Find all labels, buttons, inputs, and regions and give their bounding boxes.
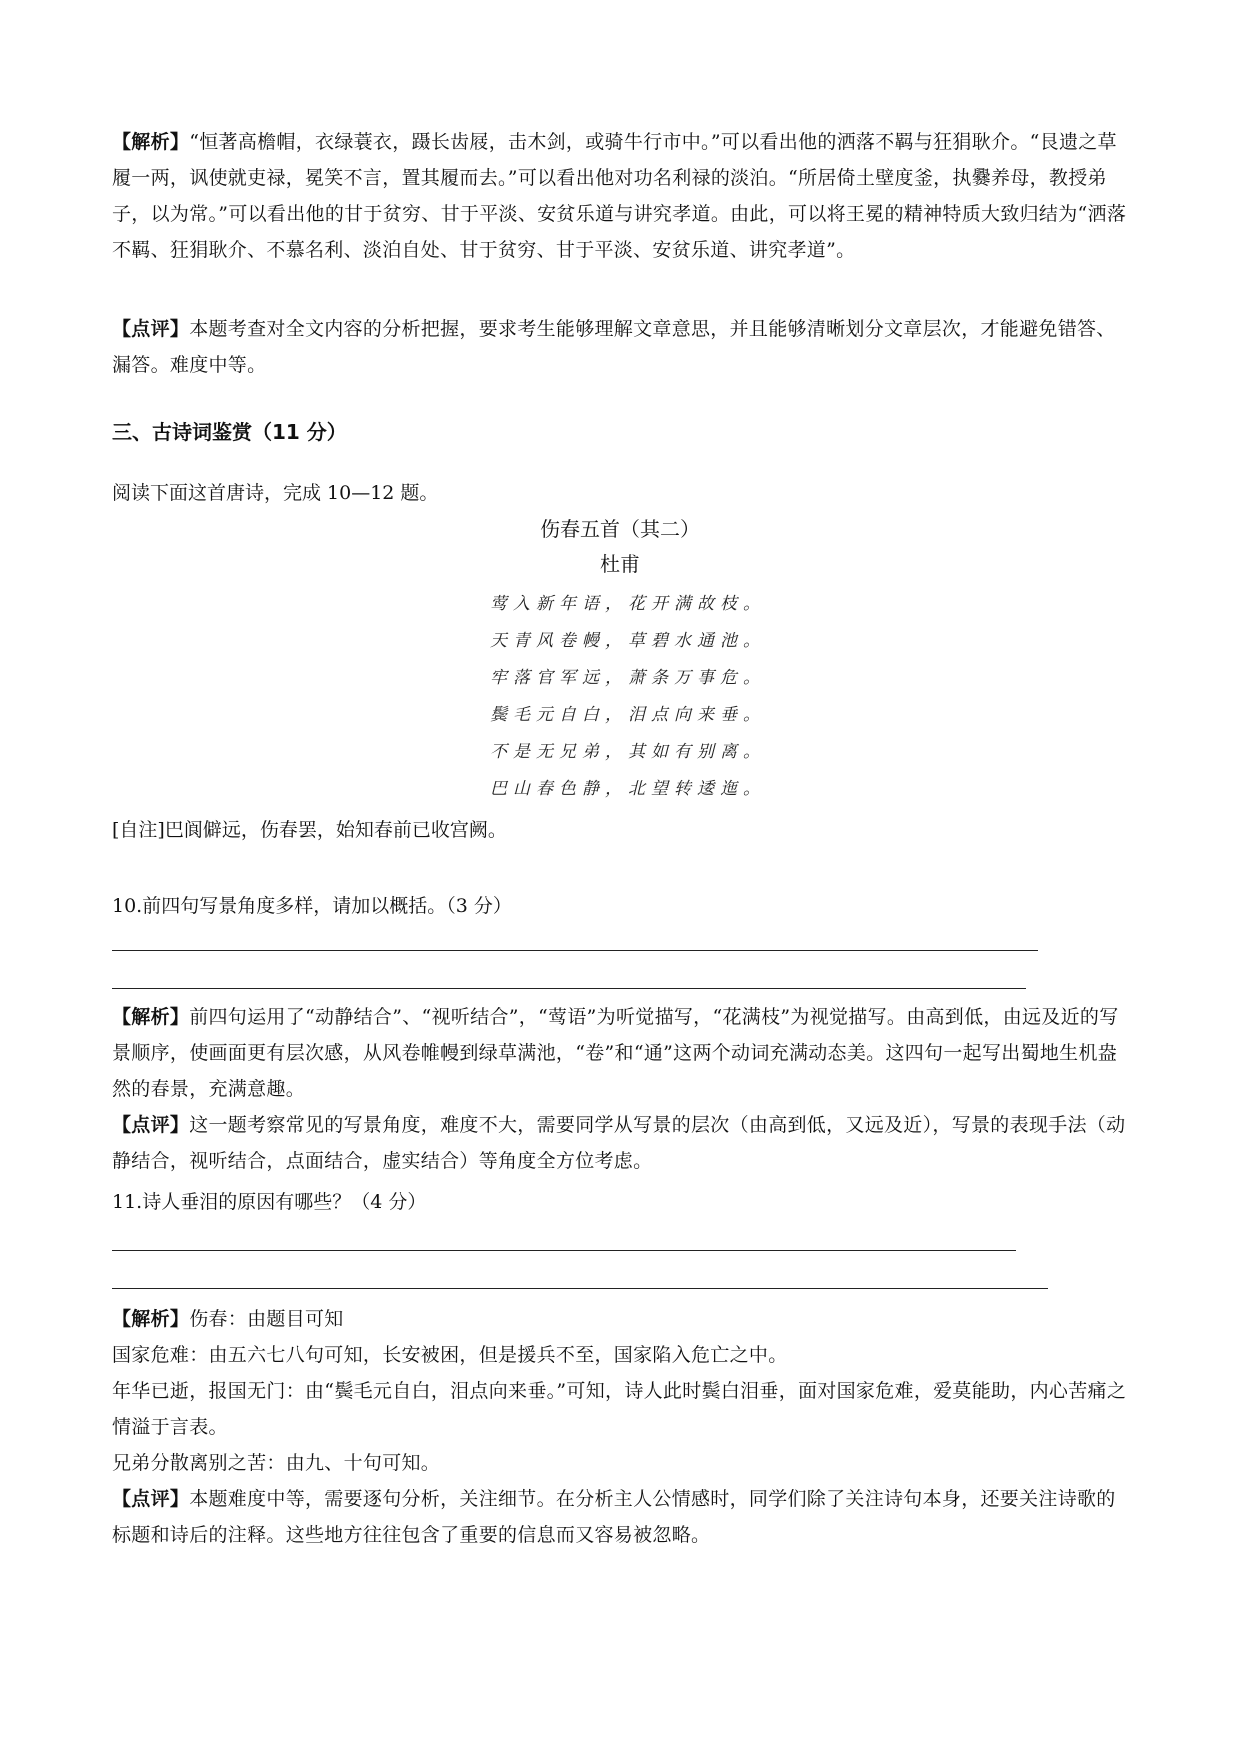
analysis-text: 前四句运用了“动静结合”、“视听结合”，“莺语”为听觉描写，“花满枝”为视觉描写。由高到低，由远及近的写景顺序，使画面更有层次感，从风卷帷幔到绿草满池，“卷”和“通”这两个动词充满动态美。这四句一起写出蜀地生机盎然的春景，充满意趣。: [112, 1006, 1119, 1100]
poem-author-note: [自注]巴阆僻远，伤春罢，始知春前已收宫阙。: [112, 819, 507, 841]
comment-text: 这一题考察常见的写景角度，难度不大，需要同学从写景的层次（由高到低，又远及近），写景的表现手法（动静结合，视听结合，点面结合，虚实结合）等角度全方位考虑。: [112, 1114, 1126, 1172]
answer-line[interactable]: [112, 988, 1026, 989]
q11-analysis-line: 兄弟分散离别之苦：由九、十句可知。: [112, 1452, 441, 1474]
poem-line: 莺入新年语，花开满故枝。: [490, 594, 766, 614]
question-11: 11.诗人垂泪的原因有哪些？（4 分）: [112, 1191, 427, 1213]
q11-analysis-line: 年华已逝，报国无门：由“鬓毛元自白，泪点向来垂。”可知，诗人此时鬓白泪垂，面对国家危难，爱莫能助，内心苦痛之情溢于言表。: [112, 1380, 1127, 1438]
answer-line[interactable]: [112, 1288, 1048, 1289]
analysis-tag: 【解析】: [112, 1308, 190, 1330]
analysis-tag: 【解析】: [112, 1006, 190, 1028]
comment-tag: 【点评】: [112, 1114, 190, 1136]
question-10: 10.前四句写景角度多样，请加以概括。（3 分）: [112, 895, 512, 917]
poem-line: 不是无兄弟，其如有别离。: [490, 742, 766, 762]
section-heading: 三、古诗词鉴赏（11 分）: [112, 420, 347, 444]
reading-instruction: 阅读下面这首唐诗，完成 10—12 题。: [112, 482, 439, 504]
answer-line[interactable]: [112, 950, 1038, 951]
q10-analysis: [112, 999, 1132, 1107]
q11-analysis-line: 国家危难：由五六七八句可知，长安被困，但是援兵不至，国家陷入危亡之中。: [112, 1344, 788, 1366]
poem-line: 天青风卷幔，草碧水通池。: [490, 631, 766, 651]
answer-line[interactable]: [112, 1250, 1016, 1251]
poem-line: 鬓毛元自白，泪点向来垂。: [490, 705, 766, 725]
analysis-tag: 【解析】: [112, 131, 190, 153]
q11-comment: [112, 1481, 1132, 1553]
comment-paragraph-1: [112, 311, 1132, 383]
poem-line: 牢落官军远，萧条万事危。: [490, 668, 766, 688]
analysis-text: “恒著高檐帽，衣绿蓑衣，蹑长齿屐，击木剑，或骑牛行市中。”可以看出他的洒落不羁与狂狷耿介。“艮遗之草履一两，讽使就吏禄，冕笑不言，置其履而去。”可以看出他对功名利禄的淡泊。“所居倚土壁度釜，执爨养母，教授弟子，以为常。”可以看出他的甘于贫穷、甘于平淡、安贫乐道与讲究孝道。由此，可以将王冕的精神特质大致归结为“洒落不羁、狂狷耿介、不慕名利、淡泊自处、甘于贫穷、甘于平淡、安贫乐道、讲究孝道”。: [112, 131, 1127, 261]
poem-title: 伤春五首（其二）: [540, 517, 700, 541]
analysis-text: 伤春：由题目可知: [189, 1308, 344, 1330]
comment-tag: 【点评】: [112, 318, 190, 340]
q11-analysis-line: [112, 1301, 1132, 1337]
comment-text: 本题难度中等，需要逐句分析，关注细节。在分析主人公情感时，同学们除了关注诗句本身，还要关注诗歌的标题和诗后的注释。这些地方往往包含了重要的信息而又容易被忽略。: [112, 1488, 1116, 1546]
comment-text: 本题考查对全文内容的分析把握，要求考生能够理解文章意思，并且能够清晰划分文章层次，才能避免错答、漏答。难度中等。: [112, 318, 1116, 376]
q10-comment: [112, 1107, 1132, 1179]
analysis-paragraph-1: [112, 124, 1132, 268]
poem-author: 杜甫: [600, 552, 640, 576]
comment-tag: 【点评】: [112, 1488, 190, 1510]
poem-line: 巴山春色静，北望转逶迤。: [490, 779, 766, 799]
